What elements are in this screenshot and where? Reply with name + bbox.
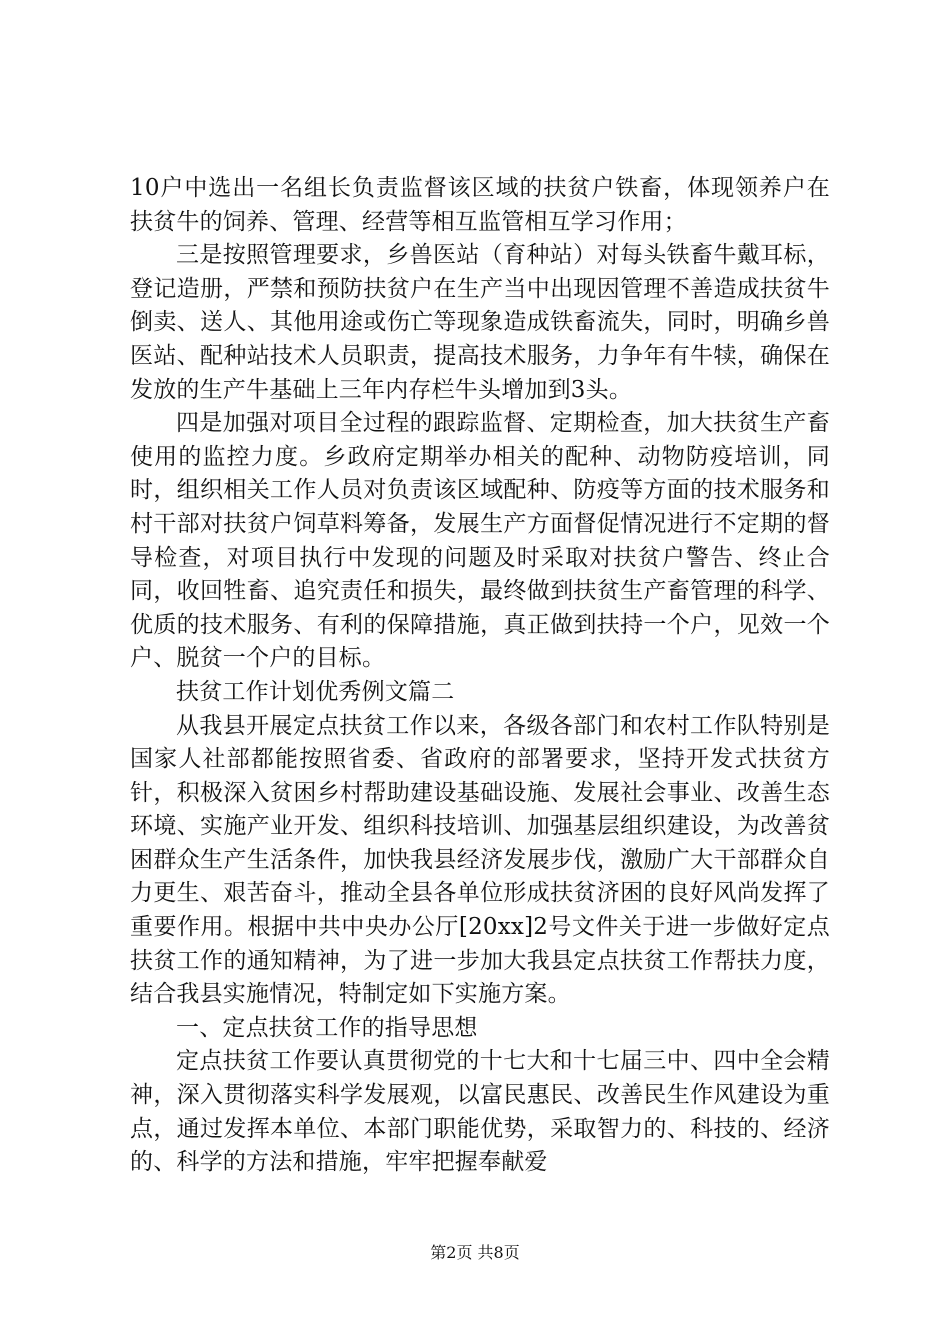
paragraph-continuation: 10户中选出一名组长负责监督该区域的扶贫户铁畜，体现领养户在扶贫牛的饲养、管理、经营等相互监管相互学习作用； <box>130 175 830 235</box>
paragraph-guiding-ideology: 定点扶贫工作要认真贯彻党的十七大和十七届三中、四中全会精神，深入贯彻落实科学发展观，以富民惠民、改善民生作风建设为重点，通过发挥本单位、本部门职能优势，采取智力的、科技的、经济的、科学的方法和措施，牢牢把握奉献爱 <box>130 1048 830 1176</box>
section-title-example-two: 扶贫工作计划优秀例文篇二 <box>176 678 455 705</box>
section-heading-guiding-ideology: 一、定点扶贫工作的指导思想 <box>176 1014 478 1041</box>
page-number-footer: 第2页 共8页 <box>430 1243 520 1262</box>
paragraph-introduction: 从我县开展定点扶贫工作以来，各级各部门和农村工作队特别是国家人社部都能按照省委、省政府的部署要求，坚持开发式扶贫方针，积极深入贫困乡村帮助建设基础设施、发展社会事业、改善生态环境、实施产业开发、组织科技培训、加强基层组织建设，为改善贫困群众生产生活条件，加快我县经济发展步伐，激励广大干部群众自力更生、艰苦奋斗，推动全县各单位形成扶贫济困的良好风尚发挥了重要作用。根据中共中央办公厅[20xx]2号文件关于进一步做好定点扶贫工作的通知精神，为了进一步加大我县定点扶贫工作帮扶力度，结合我县实施情况，特制定如下实施方案。 <box>130 712 830 1008</box>
paragraph-point-four: 四是加强对项目全过程的跟踪监督、定期检查，加大扶贫生产畜使用的监控力度。乡政府定期举办相关的配种、动物防疫培训，同时，组织相关工作人员对负责该区域配种、防疫等方面的技术服务和村干部对扶贫户饲草料筹备，发展生产方面督促情况进行不定期的督导检查，对项目执行中发现的问题及时采取对扶贫户警告、终止合同，收回牲畜、追究责任和损失，最终做到扶贫生产畜管理的科学、优质的技术服务、有利的保障措施，真正做到扶持一个户，见效一个户、脱贫一个户的目标。 <box>130 410 830 672</box>
document-body <box>130 172 830 1180</box>
paragraph-point-three: 三是按照管理要求，乡兽医站（育种站）对每头铁畜牛戴耳标，登记造册，严禁和预防扶贫户在生产当中出现因管理不善造成扶贫牛倒卖、送人、其他用途或伤亡等现象造成铁畜流失，同时，明确乡兽医站、配种站技术人员职责，提高技术服务，力争年有牛犊，确保在发放的生产牛基础上三年内存栏牛头增加到3头。 <box>130 242 830 403</box>
